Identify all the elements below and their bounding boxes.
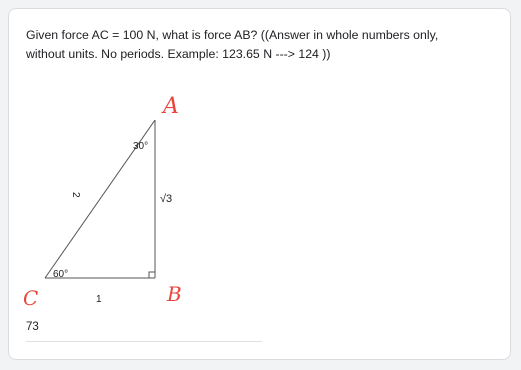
answer-value: 73	[26, 321, 39, 333]
base-length-label: 1	[96, 294, 102, 305]
vertex-a-label: A	[163, 94, 179, 119]
angle-top-label: 30°	[133, 141, 149, 152]
vertex-c-label: C	[23, 286, 39, 310]
hypotenuse-length-label: 2	[70, 192, 81, 198]
angle-left-label: 60°	[53, 269, 69, 280]
vertical-side-length-label: √3	[160, 193, 173, 205]
vertex-b-label: B	[167, 282, 182, 306]
answer-underline	[26, 341, 262, 342]
question-line-1: Given force AC = 100 N, what is force AB? ((Answer in whole numbers only,	[26, 28, 439, 42]
triangle-diagram	[9, 9, 512, 361]
right-angle-marker	[149, 272, 155, 278]
question-card	[8, 8, 511, 360]
question-line-2: without units. No periods. Example: 123.65 N ---> 124 ))	[26, 46, 331, 61]
